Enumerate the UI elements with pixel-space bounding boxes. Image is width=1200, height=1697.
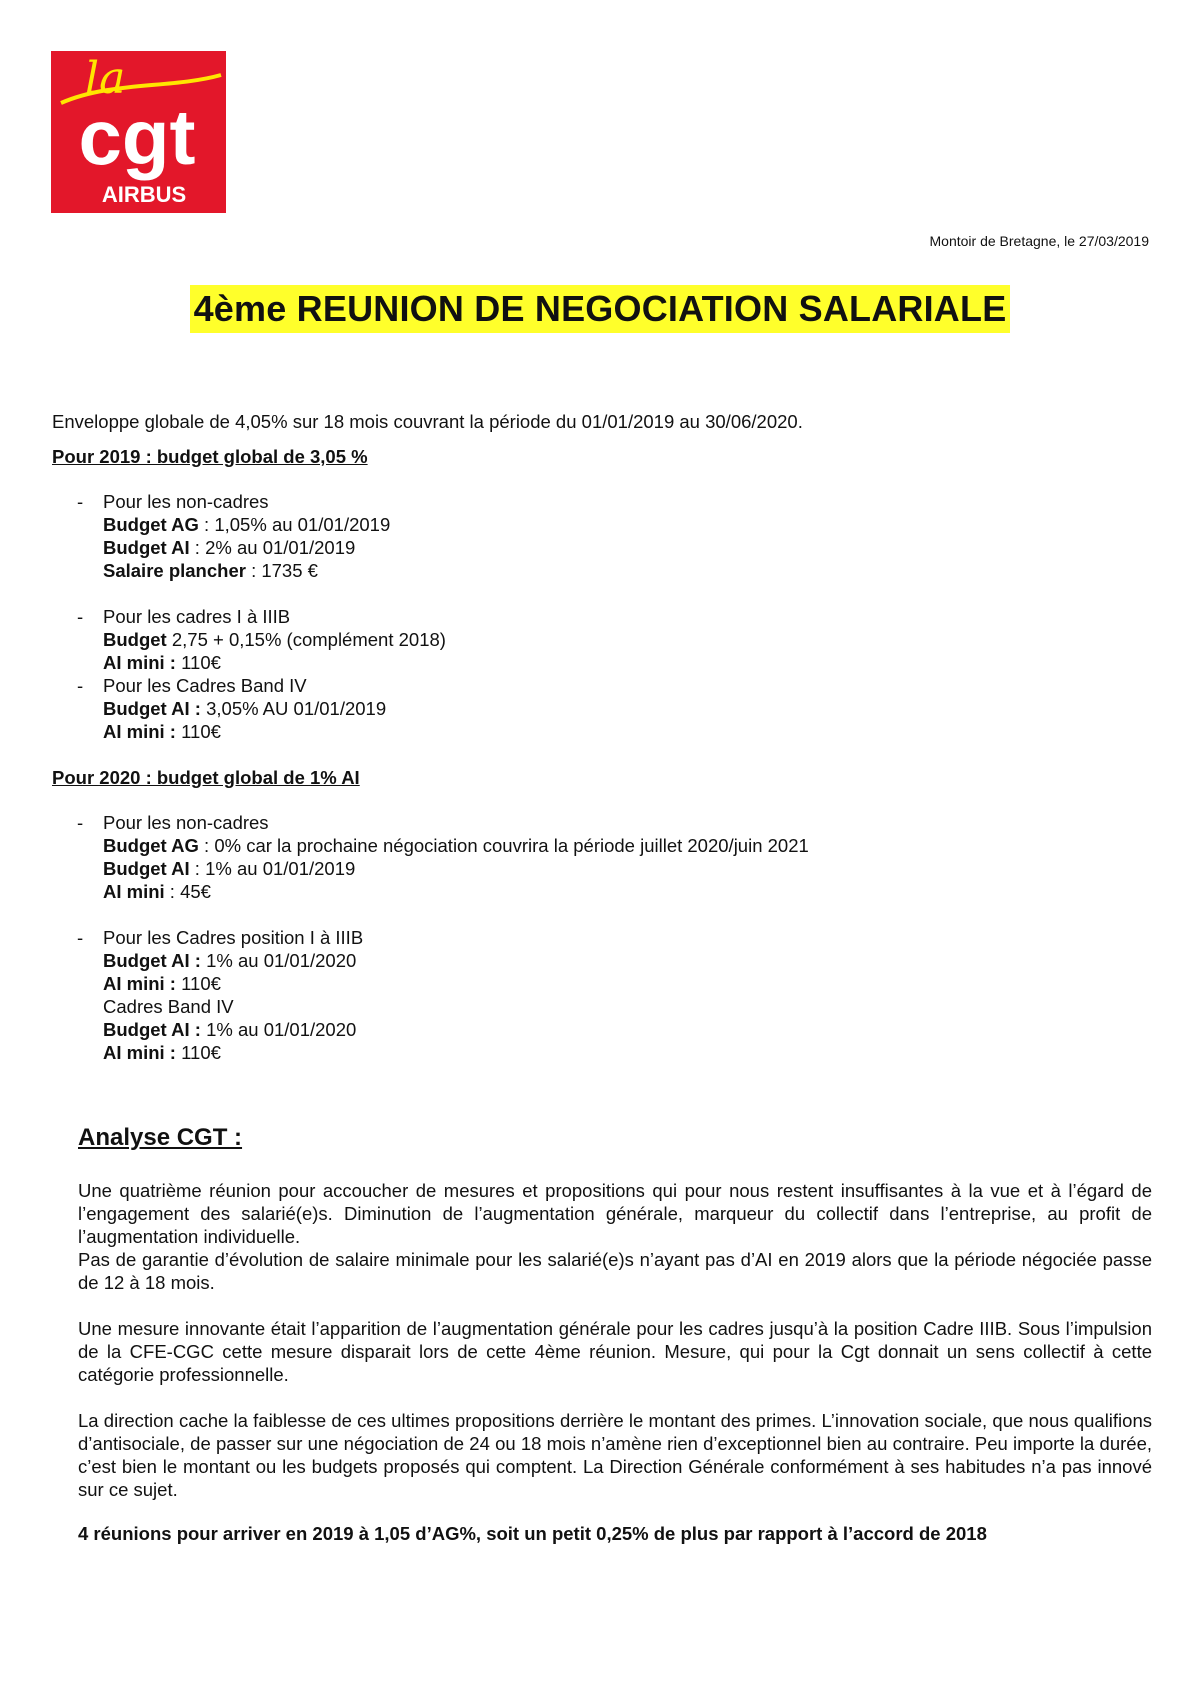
budget-value: 110€ [181, 721, 221, 742]
budget-value: 45€ [180, 881, 211, 902]
cgt-airbus-logo [51, 51, 226, 213]
budget-line [103, 536, 1152, 559]
budget-label: Budget AI : [103, 950, 201, 971]
budget-line [103, 1041, 1152, 1064]
budget-line [103, 720, 1152, 743]
budget-separator: : [189, 858, 206, 879]
budget-separator: : [198, 514, 215, 535]
logo-cgt-text: cgt [78, 93, 196, 181]
group-title: Pour les non-cadres [103, 491, 269, 512]
list-dash: - [77, 927, 84, 948]
budget-line [103, 880, 1152, 903]
spacer [78, 1294, 1152, 1317]
group-body [103, 490, 1152, 582]
group-title: Pour les Cadres position I à IIIB [103, 927, 364, 948]
budget-value: Cadres Band IV [103, 996, 234, 1017]
budget-value: 110€ [181, 1042, 221, 1063]
intro-paragraph: Enveloppe globale de 4,05% sur 18 mois couvrant la période du 01/01/2019 au 30/06/2020. [52, 411, 803, 432]
spacer [52, 582, 1152, 605]
budget-value: 3,05% AU 01/01/2019 [206, 698, 387, 719]
spacer [78, 1386, 1152, 1409]
budget-label: Budget AG [103, 835, 199, 856]
list-dash: - [77, 491, 84, 512]
group-body [103, 605, 1152, 674]
budget-line [103, 628, 1152, 651]
sections-container [52, 445, 1152, 1087]
budget-value: 2,75 + 0,15% (complément 2018) [171, 629, 446, 650]
budget-line [103, 972, 1152, 995]
title-wrap [0, 285, 1200, 333]
budget-line [103, 513, 1152, 536]
budget-line [103, 651, 1152, 674]
budget-value: 2% au 01/01/2019 [205, 537, 356, 558]
budget-value: 1% au 01/01/2020 [206, 1019, 357, 1040]
logo-airbus-text: AIRBUS [101, 182, 187, 207]
budget-line [103, 697, 1152, 720]
group-title: Pour les Cadres Band IV [103, 675, 307, 696]
analyse-paragraph: Pas de garantie d’évolution de salaire minimale pour les salarié(e)s n’ayant pas d’AI en 2019 alors que la période négociée passe de 12 à 18 mois. [78, 1249, 1152, 1293]
section-heading: Pour 2019 : budget global de 3,05 % [52, 446, 368, 467]
budget-label: AI mini : [103, 652, 176, 673]
budget-label: Salaire plancher [103, 560, 246, 581]
spacer [52, 743, 1152, 766]
budget-separator: : [198, 835, 215, 856]
budget-line [103, 857, 1152, 880]
conclusion: 4 réunions pour arriver en 2019 à 1,05 d’AG%, soit un petit 0,25% de plus par rapport à l’accord de 2018 [78, 1523, 987, 1544]
page-title: 4ème REUNION DE NEGOCIATION SALARIALE [190, 285, 1011, 333]
budget-line [103, 995, 1152, 1018]
budget-group [52, 926, 1152, 1064]
group-title: Pour les cadres I à IIIB [103, 606, 291, 627]
logo-graphic [51, 51, 226, 213]
budget-value: 1735 € [261, 560, 318, 581]
budget-group [52, 490, 1152, 582]
negotiation-details [52, 410, 1152, 1087]
section-heading: Pour 2020 : budget global de 1% AI [52, 767, 360, 788]
analyse-heading: Analyse CGT : [78, 1124, 243, 1151]
budget-separator: : [164, 881, 181, 902]
budget-label: Budget AI [103, 858, 190, 879]
group-body [103, 674, 1152, 743]
budget-label: Budget AI : [103, 698, 201, 719]
budget-group [52, 674, 1152, 743]
budget-line [103, 834, 1152, 857]
budget-group [52, 811, 1152, 903]
budget-value: 110€ [181, 652, 221, 673]
group-body [103, 926, 1152, 1064]
list-dash: - [77, 812, 84, 833]
spacer [52, 903, 1152, 926]
budget-value: 1% au 01/01/2019 [205, 858, 356, 879]
budget-value: 1% au 01/01/2020 [206, 950, 357, 971]
budget-value: 1,05% au 01/01/2019 [214, 514, 391, 535]
place-date: Montoir de Bretagne, le 27/03/2019 [929, 233, 1149, 249]
spacer [52, 1064, 1152, 1087]
group-title: Pour les non-cadres [103, 812, 269, 833]
list-dash: - [77, 606, 84, 627]
budget-line [103, 1018, 1152, 1041]
budget-line [103, 559, 1152, 582]
budget-label: AI mini [103, 881, 165, 902]
budget-label: Budget [103, 629, 167, 650]
analyse-paragraph: Une mesure innovante était l’apparition de l’augmentation générale pour les cadres jusqu’à la position Cadre IIIB. Sous l’impulsion de la CFE-CGC cette mesure disparait lors de cette 4ème réunion. Mesure, qui pour la Cgt donnait un sens collectif à cette catégorie professionnelle. [78, 1318, 1152, 1385]
budget-label: AI mini : [103, 721, 176, 742]
analyse-section [78, 1123, 1152, 1545]
analyse-paragraph: La direction cache la faiblesse de ces ultimes propositions derrière le montant des primes. L’innovation sociale, que nous qualifions d’antisociale, de passer sur une négociation de 24 ou 18 mois n’amène rien d’exceptionnel bien au contraire. Peu importe la durée, c’est bien le montant ou les budgets proposés qui comptent. La Direction Générale conformément à ses habitudes n’a pas innové sur ce sujet. [78, 1410, 1152, 1500]
budget-label: AI mini : [103, 1042, 176, 1063]
budget-separator: : [245, 560, 262, 581]
budget-value: 110€ [181, 973, 221, 994]
logo-la-text: la [85, 53, 126, 104]
budget-value: 0% car la prochaine négociation couvrira la période juillet 2020/juin 2021 [214, 835, 809, 856]
group-body [103, 811, 1152, 903]
budget-group [52, 605, 1152, 674]
budget-label: Budget AI : [103, 1019, 201, 1040]
budget-line [103, 949, 1152, 972]
budget-separator: : [189, 537, 206, 558]
budget-label: Budget AG [103, 514, 199, 535]
analyse-paragraph: Une quatrième réunion pour accoucher de mesures et propositions qui pour nous restent insuffisantes à la vue et à l’égard de l’engagement des salarié(e)s. Diminution de l’augmentation générale, marqueur du collectif dans l’entreprise, au profit de l’augmentation individuelle. [78, 1180, 1152, 1247]
budget-label: AI mini : [103, 973, 176, 994]
list-dash: - [77, 675, 84, 696]
budget-label: Budget AI [103, 537, 190, 558]
